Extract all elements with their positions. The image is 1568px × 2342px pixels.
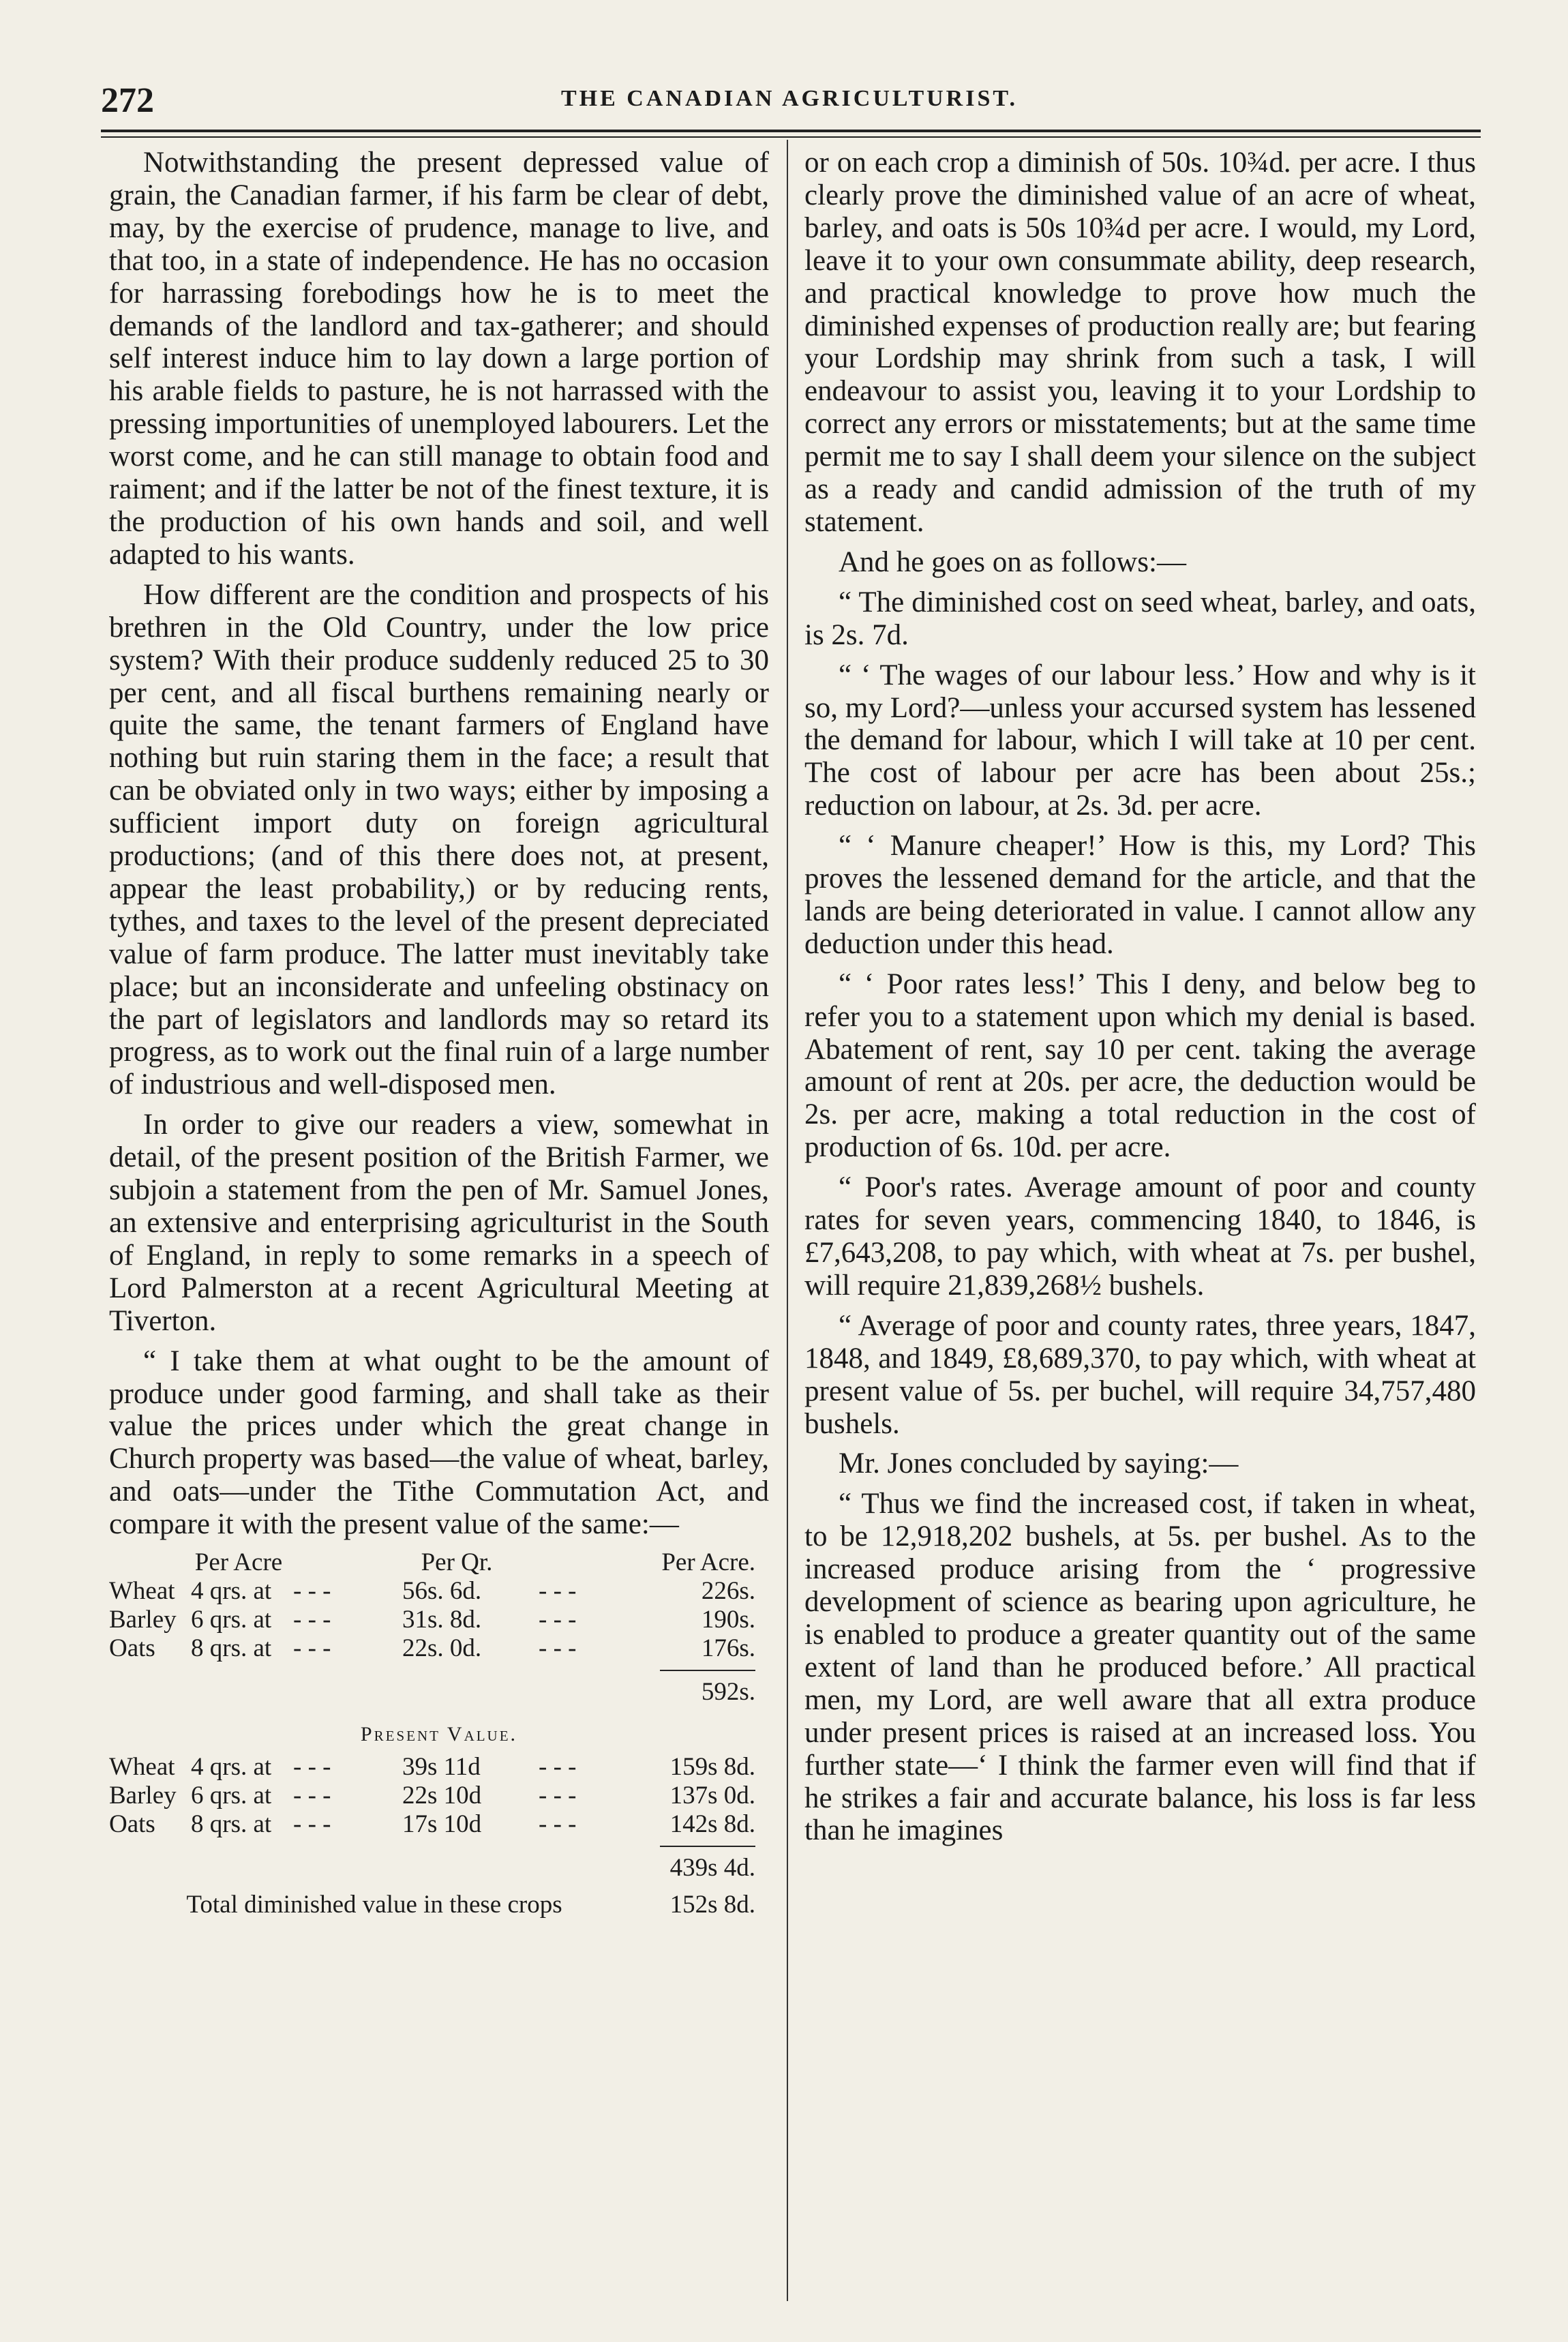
table-header — [109, 1548, 769, 1577]
table-row — [109, 1753, 769, 1782]
paragraph: “ I take them at what ought to be the amount of produce under good farming, and shall take as their value the prices under which the great change in Church property was based—the value of wheat, barley, and oats—under the Tithe Commutation Act, and compare it with the present value of the same:— — [109, 1345, 769, 1541]
running-title: THE CANADIAN AGRICULTURIST. — [560, 86, 1019, 111]
crop-cell: Oats — [109, 1810, 155, 1839]
quantity-cell: 8 qrs. at — [191, 1634, 272, 1663]
leader-dots: - - - — [293, 1753, 331, 1782]
total-cell: 226s. — [701, 1577, 755, 1606]
column-header: Per Acre. — [661, 1548, 755, 1577]
table-row — [109, 1782, 769, 1810]
paragraph: “ ‘ Manure cheaper!’ How is this, my Lord? This proves the lessened demand for the article, and that the lands are being deteriorated in value. I cannot allow any deduction under this head. — [804, 830, 1476, 960]
paragraph: How different are the condition and prospects of his brethren in the Old Country, under the low price system? With their produce suddenly reduced 25 to 30 per cent, and all fiscal burthens remaining nearly or quite the same, the tenant farmers of England have nothing but ruin staring them in the face; a result that can be obviated only in two ways; either by imposing a sufficient import duty on foreign agricultural productions; (and of this there does not, at present, appear the least probability,) or by reducing rents, tythes, and taxes to the level of the present depreciated value of farm produce. The latter must inevitably take place; but an inconsiderate and unfeeling obstinacy on the part of legislators and landlords may so retard its progress, as to work out the final ruin of a large number of industrious and well-disposed men. — [109, 578, 769, 1101]
crop-value-table — [109, 1548, 769, 1919]
column-header: Per Qr. — [421, 1548, 493, 1577]
subtotal-value: 439s 4d. — [660, 1846, 755, 1882]
paragraph: Mr. Jones concluded by saying:— — [839, 1447, 1239, 1480]
header-rule — [101, 130, 1481, 132]
subtotal — [109, 1846, 769, 1882]
paragraph: And he goes on as follows:— — [839, 545, 1186, 578]
total-cell: 176s. — [701, 1634, 755, 1663]
paragraph: Notwithstanding the present depressed value of grain, the Canadian farmer, if his farm be clear of debt, may, by the exercise of prudence, manage to live, and that too, in a state of independence. He has no occasion for harrassing forebodings how he is to meet the demands of the landlord and tax-gatherer; and should self interest induce him to lay down a large portion of his arable fields to pasture, he is not harrassed with the pressing importunities of unemployed labourers. Let the worst come, and he can still manage to obtain food and raiment; and if the latter be not of the finest texture, it is the production of his own hands and soil, and well adapted to his wants. — [109, 147, 769, 571]
price-cell: 31s. 8d. — [402, 1606, 482, 1634]
crop-cell: Oats — [109, 1634, 155, 1663]
subtotal-value: 592s. — [660, 1670, 755, 1707]
price-cell: 22s. 0d. — [402, 1634, 482, 1663]
column-divider — [787, 140, 788, 2301]
quantity-cell: 4 qrs. at — [191, 1577, 272, 1606]
leader-dots: - - - — [539, 1634, 577, 1663]
leader-dots: - - - — [539, 1753, 577, 1782]
price-cell: 17s 10d — [402, 1810, 482, 1839]
total-value: 152s 8d. — [669, 1891, 755, 1919]
leader-dots: - - - — [293, 1606, 331, 1634]
paragraph: “ Average of poor and county rates, three years, 1847, 1848, and 1849, £8,689,370, to pay which, with wheat at present value of 5s. per buchel, will require 34,757,480 bushels. — [804, 1309, 1476, 1440]
leader-dots: - - - — [539, 1577, 577, 1606]
table-row — [109, 1634, 769, 1663]
total-row — [109, 1891, 769, 1919]
column-header: Per Acre — [194, 1548, 283, 1577]
leader-dots: - - - — [293, 1782, 331, 1810]
quantity-cell: 6 qrs. at — [191, 1606, 272, 1634]
right-column — [804, 147, 1476, 1855]
header-rule-thin — [101, 136, 1481, 138]
page-number: 272 — [101, 81, 154, 120]
total-cell: 142s 8d. — [669, 1810, 755, 1839]
leader-dots: - - - — [539, 1782, 577, 1810]
table-row — [109, 1606, 769, 1634]
leader-dots: - - - — [539, 1810, 577, 1839]
total-label: Total diminished value in these crops — [186, 1891, 562, 1919]
price-cell: 22s 10d — [402, 1782, 482, 1810]
table-row — [109, 1810, 769, 1839]
paragraph: or on each crop a diminish of 50s. 10¾d. per acre. I thus clearly prove the diminished value of an acre of wheat, barley, and oats is 50s 10¾d per acre. I would, my Lord, leave it to your own consummate ability, deep research, and practical knowledge to prove how much the diminished expenses of production really are; but fearing your Lordship may shrink from such a task, I will endeavour to assist you, leaving it to your Lordship to correct any errors or misstatements; but at the same time permit me to say I shall deem your silence on the subject as a ready and candid admission of the truth of my statement. — [804, 147, 1476, 538]
total-cell: 190s. — [701, 1606, 755, 1634]
paragraph: “ Thus we find the increased cost, if taken in wheat, to be 12,918,202 bushels, at 5s. per bushel. As to the increased produce arising from the ‘ progressive development of science as bearing upon agriculture, he is enabled to produce a greater quantity out of the same extent of land than he produced before.’ All practical men, my Lord, are well aware that all extra produce under present prices is raised at an increased loss. You further state—‘ I think the farmer even will find that if he strikes a fair and accurate balance, his loss is far less than he imagines — [804, 1488, 1476, 1847]
table-row — [109, 1577, 769, 1606]
leader-dots: - - - — [293, 1577, 331, 1606]
price-cell: 56s. 6d. — [402, 1577, 482, 1606]
price-cell: 39s 11d — [402, 1753, 481, 1782]
paragraph: “ Poor's rates. Average amount of poor and county rates for seven years, commencing 1840, to 1846, is £7,643,208, to pay which, with wheat at 7s. per bushel, will require 21,839,268½ bushels. — [804, 1171, 1476, 1302]
crop-cell: Wheat — [109, 1577, 175, 1606]
crop-cell: Barley — [109, 1782, 177, 1810]
paragraph: “ ‘ The wages of our labour less.’ How and why is it so, my Lord?—unless your accursed system has lessened the demand for labour, which I will take at 10 per cent. The cost of labour per acre has been about 25s.; reduction on labour, at 2s. 3d. per acre. — [804, 659, 1476, 822]
total-cell: 159s 8d. — [669, 1753, 755, 1782]
quantity-cell: 4 qrs. at — [191, 1753, 272, 1782]
paragraph: “ The diminished cost on seed wheat, barley, and oats, is 2s. 7d. — [804, 586, 1476, 651]
total-cell: 137s 0d. — [669, 1782, 755, 1810]
paragraph: In order to give our readers a view, somewhat in detail, of the present position of the British Farmer, we subjoin a statement from the pen of Mr. Samuel Jones, an extensive and enterprising agriculturist in the South of England, in reply to some remarks in a speech of Lord Palmerston at a recent Agricultural Meeting at Tiverton. — [109, 1109, 769, 1337]
quantity-cell: 6 qrs. at — [191, 1782, 272, 1810]
present-value-heading: Present Value. — [360, 1723, 518, 1746]
leader-dots: - - - — [539, 1606, 577, 1634]
quantity-cell: 8 qrs. at — [191, 1810, 272, 1839]
crop-cell: Barley — [109, 1606, 177, 1634]
left-column — [109, 147, 769, 1919]
paragraph: “ ‘ Poor rates less!’ This I deny, and below beg to refer you to a statement upon which my denial is based. Abatement of rent, say 10 per cent. taking the average amount of rent at 20s. per acre, the deduction would be 2s. per acre, making a total reduction in the cost of production of 6s. 10d. per acre. — [804, 967, 1476, 1164]
leader-dots: - - - — [293, 1634, 331, 1663]
subtotal — [109, 1670, 769, 1707]
crop-cell: Wheat — [109, 1753, 175, 1782]
page-header — [101, 80, 1478, 128]
leader-dots: - - - — [293, 1810, 331, 1839]
